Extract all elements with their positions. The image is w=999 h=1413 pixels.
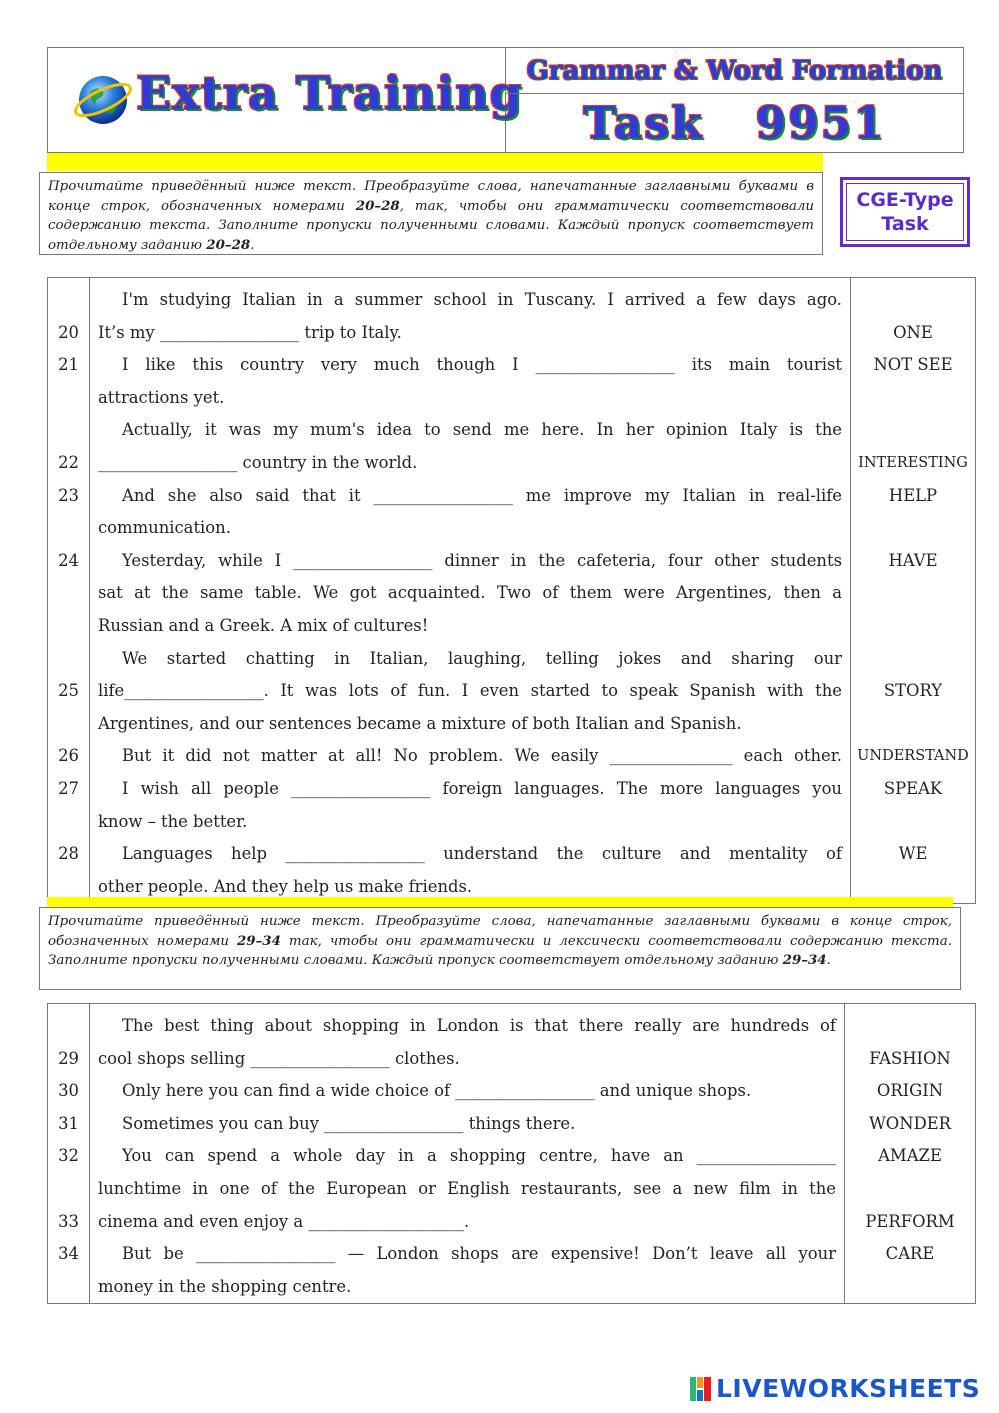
globe-icon (72, 68, 134, 130)
text-line: It’s my _________________ trip to Italy. (98, 322, 402, 342)
text-line: Yesterday, while I _________________ dinner in the cafeteria, four other students (122, 550, 842, 570)
text-line: cool shops selling _________________ clothes. (98, 1048, 460, 1068)
text-line: money in the shopping centre. (98, 1276, 352, 1296)
task-number (48, 610, 89, 643)
instruction-range: 29–34 (782, 952, 827, 968)
text-line: You can spend a whole day in a shopping centre, have an _________________ (122, 1146, 836, 1166)
highlight-bar (47, 897, 953, 907)
text-line: lunchtime in one of the European or English restaurants, see a new film in the (98, 1178, 836, 1198)
task-number (48, 643, 89, 676)
keyword (851, 414, 975, 447)
keywords-column (845, 1004, 976, 1304)
liveworksheets-icon (690, 1377, 712, 1401)
keyword (845, 1010, 975, 1043)
highlight-bar (47, 153, 823, 171)
subtitle-cell (506, 48, 963, 94)
task-number (48, 382, 89, 415)
keyword (851, 708, 975, 741)
keyword (851, 512, 975, 545)
keyword: UNDERSTAND (857, 748, 969, 765)
logo-text: Extra Training (136, 66, 523, 120)
text-line: And she also said that it _________________ me improve my Italian in real-life (122, 485, 842, 505)
task-table-2 (47, 1003, 976, 1304)
task-number: 30 (58, 1081, 79, 1101)
task-number: 21 (58, 355, 79, 375)
liveworksheets-logo (690, 1374, 990, 1404)
instruction-text: , так, чтобы они грамматически соответствовали содержанию текста. Заполните пропуски полученными словами. Каждый пропуск соответствует отдельному заданию (48, 198, 814, 253)
instruction-text: Прочитайте приведённый ниже текст. Преобразуйте слова, напечатанные заглавными буквами в конце строк, обозначенных номерами (48, 179, 814, 214)
task-number (48, 414, 89, 447)
cge-type-badge (840, 177, 970, 247)
text-line: The best thing about shopping in London is that there really are hundreds of (122, 1016, 836, 1035)
keyword: CARE (885, 1244, 935, 1264)
text-line: I wish all people _________________ foreign languages. The more languages you (122, 778, 842, 798)
task-number (48, 1010, 89, 1043)
text-line: But be _________________ — London shops are expensive! Don’t leave all your (122, 1244, 836, 1264)
keyword: PERFORM (865, 1211, 955, 1231)
task-number: 28 (58, 844, 79, 864)
task-number (48, 284, 89, 317)
task-number (48, 512, 89, 545)
text-line: Languages help _________________ understand the culture and mentality of (122, 844, 842, 864)
task-number: 33 (58, 1211, 79, 1231)
task-number: 22 (58, 452, 79, 472)
text-line: I like this country very much though I _________________ its main tourist (122, 355, 842, 375)
instruction-range: 20–28 (206, 236, 251, 253)
keyword: WONDER (868, 1113, 952, 1133)
keyword: SPEAK (883, 778, 943, 798)
instruction-box-1 (39, 172, 823, 255)
task-number: 31 (58, 1113, 79, 1133)
keyword (845, 1271, 975, 1304)
text-line: Russian and a Greek. A mix of cultures! (98, 615, 429, 635)
task-number: 25 (58, 681, 79, 701)
keyword: NOT SEE (873, 355, 953, 375)
keyword: HELP (888, 485, 938, 505)
keyword (851, 382, 975, 415)
badge-line: CGE-Type (856, 189, 954, 211)
instruction-text: . (826, 953, 831, 968)
text-line: But it did not matter at all! No problem. We easily _______________ each other. (122, 746, 842, 766)
task-number: 27 (58, 778, 79, 798)
task-number: 34 (58, 1244, 79, 1264)
task-number (48, 1271, 89, 1304)
text-line: I'm studying Italian in a summer school in Tuscany. I arrived a few days ago. (122, 290, 842, 309)
keyword (851, 643, 975, 676)
keyword: STORY (883, 681, 943, 701)
instruction-range: 29–34 (236, 932, 281, 949)
task-number: 29 (58, 1048, 79, 1068)
text-line: life_________________. It was lots of fun. I even started to speak Spanish with the (98, 681, 842, 701)
keyword: INTERESTING (858, 454, 968, 471)
text-line: Sometimes you can buy _________________ things there. (122, 1113, 576, 1133)
text-line: Only here you can find a wide choice of _________________ and unique shops. (122, 1081, 752, 1101)
keywords-column (851, 278, 976, 904)
text-line: communication. (98, 518, 231, 538)
subtitle: Grammar & Word Formation (526, 55, 943, 86)
text-line: Actually, it was my mum's idea to send me here. In her opinion Italy is the (122, 420, 842, 440)
instruction-text: . (250, 237, 255, 253)
keyword (845, 1173, 975, 1206)
text-line: know – the better. (98, 811, 248, 831)
numbers-column (48, 278, 90, 904)
task-number: 23 (58, 485, 79, 505)
task-number: Task 9951 (583, 97, 886, 149)
keyword (851, 577, 975, 610)
badge-line: Task (881, 213, 929, 235)
keyword: HAVE (888, 550, 938, 570)
text-line: sat at the same table. We got acquainted. Two of them were Argentines, then a (98, 583, 842, 603)
instruction-box-2 (39, 907, 961, 990)
worksheet-header (47, 47, 964, 153)
task-number: 20 (58, 322, 79, 342)
numbers-column (48, 1004, 90, 1304)
keyword: ORIGIN (876, 1081, 944, 1101)
task-number (48, 577, 89, 610)
task-number (48, 708, 89, 741)
text-line: Argentines, and our sentences became a mixture of both Italian and Spanish. (98, 713, 742, 733)
task-number: 26 (58, 746, 79, 766)
keyword (851, 284, 975, 317)
keyword: AMAZE (878, 1146, 942, 1166)
text-line: cinema and even enjoy a ___________________. (98, 1211, 470, 1231)
text-line: We started chatting in Italian, laughing, telling jokes and sharing our (122, 648, 842, 668)
task-number: 32 (58, 1146, 79, 1166)
instruction-text: так, чтобы они грамматически и лексически соответствовали содержанию текста. Заполните пропуски полученными словами. Каждый пропуск соответствует отдельному заданию (48, 933, 952, 968)
brand-text: LIVEWORKSHEETS (716, 1374, 981, 1403)
text-column (90, 1004, 845, 1304)
keyword: WE (898, 844, 928, 864)
instruction-range: 20–28 (355, 197, 400, 214)
task-table-1 (47, 277, 976, 904)
instruction-text: Прочитайте приведённый ниже текст. Преобразуйте слова, напечатанные заглавными буквами в конце строк, обозначенных номерами (48, 914, 952, 949)
text-line: _________________ country in the world. (98, 452, 418, 472)
text-line: other people. And they help us make friends. (98, 876, 473, 896)
text-line: attractions yet. (98, 387, 225, 407)
task-number (48, 806, 89, 839)
keyword (851, 610, 975, 643)
keyword: FASHION (869, 1048, 951, 1068)
text-column (90, 278, 851, 904)
keyword (851, 806, 975, 839)
logo-area (48, 48, 523, 152)
task-number: 24 (58, 550, 79, 570)
task-cell (506, 94, 963, 152)
task-number (48, 1173, 89, 1206)
keyword: ONE (893, 322, 933, 342)
